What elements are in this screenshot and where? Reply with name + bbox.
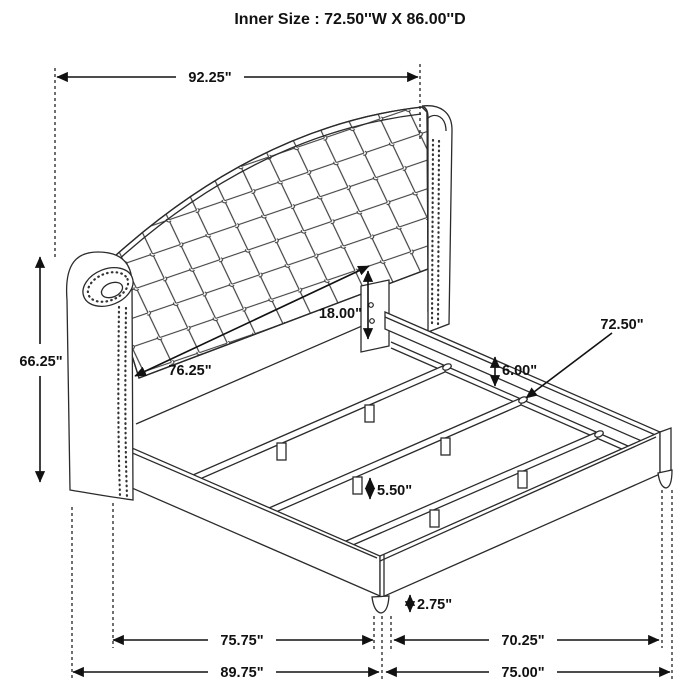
slat-leg	[441, 438, 450, 455]
slat-leg	[430, 510, 439, 527]
dim-foot-inner-width	[394, 633, 659, 649]
headboard-tufted-panel	[104, 107, 428, 424]
dim-foot-overall-width	[386, 665, 670, 681]
front-corner-leg	[372, 596, 389, 613]
dim-slat-leg-height	[370, 478, 412, 499]
right-corner-leg	[658, 470, 672, 488]
dim-inner-depth-label: 75.75"	[220, 633, 264, 649]
bracket-screw-hole	[369, 303, 374, 308]
slat-leg	[365, 405, 374, 422]
dim-overall-depth-label: 89.75"	[220, 665, 264, 681]
slat-leg	[277, 443, 286, 460]
dim-inner-width-label: 72.50"	[600, 317, 644, 333]
dim-overall-depth	[73, 665, 379, 681]
dim-corner-leg-height-label: 2.75"	[417, 597, 453, 613]
dim-foot-overall-width-label: 75.00"	[501, 665, 545, 681]
bracket-screw-hole	[370, 319, 375, 324]
dim-corner-leg-height	[410, 595, 452, 613]
dim-headboard-height	[19, 257, 62, 482]
headboard-left-arm	[67, 252, 139, 500]
slat-leg	[518, 471, 527, 488]
dim-overall-width-label: 92.25"	[188, 70, 232, 86]
dim-overall-width	[57, 70, 418, 86]
dim-rail-height-label: 6.00"	[502, 363, 538, 379]
dim-inner-depth	[113, 633, 373, 649]
dim-foot-inner-width-label: 70.25"	[501, 633, 545, 649]
page-title: Inner Size : 72.50''W X 86.00''D	[234, 11, 466, 28]
slat-bolt	[594, 430, 604, 439]
slat-bolt	[442, 363, 452, 372]
dim-headboard-panel-to-rail-label: 18.00"	[318, 306, 362, 322]
dim-headboard-height-label: 66.25"	[19, 354, 63, 370]
dim-headboard-width-label: 76.25"	[168, 363, 212, 379]
near-side-rail	[116, 441, 380, 596]
bed-drawing	[67, 106, 672, 613]
slat-leg	[353, 477, 362, 494]
slat	[193, 363, 452, 482]
dim-slat-leg-height-label: 5.50"	[377, 483, 413, 499]
